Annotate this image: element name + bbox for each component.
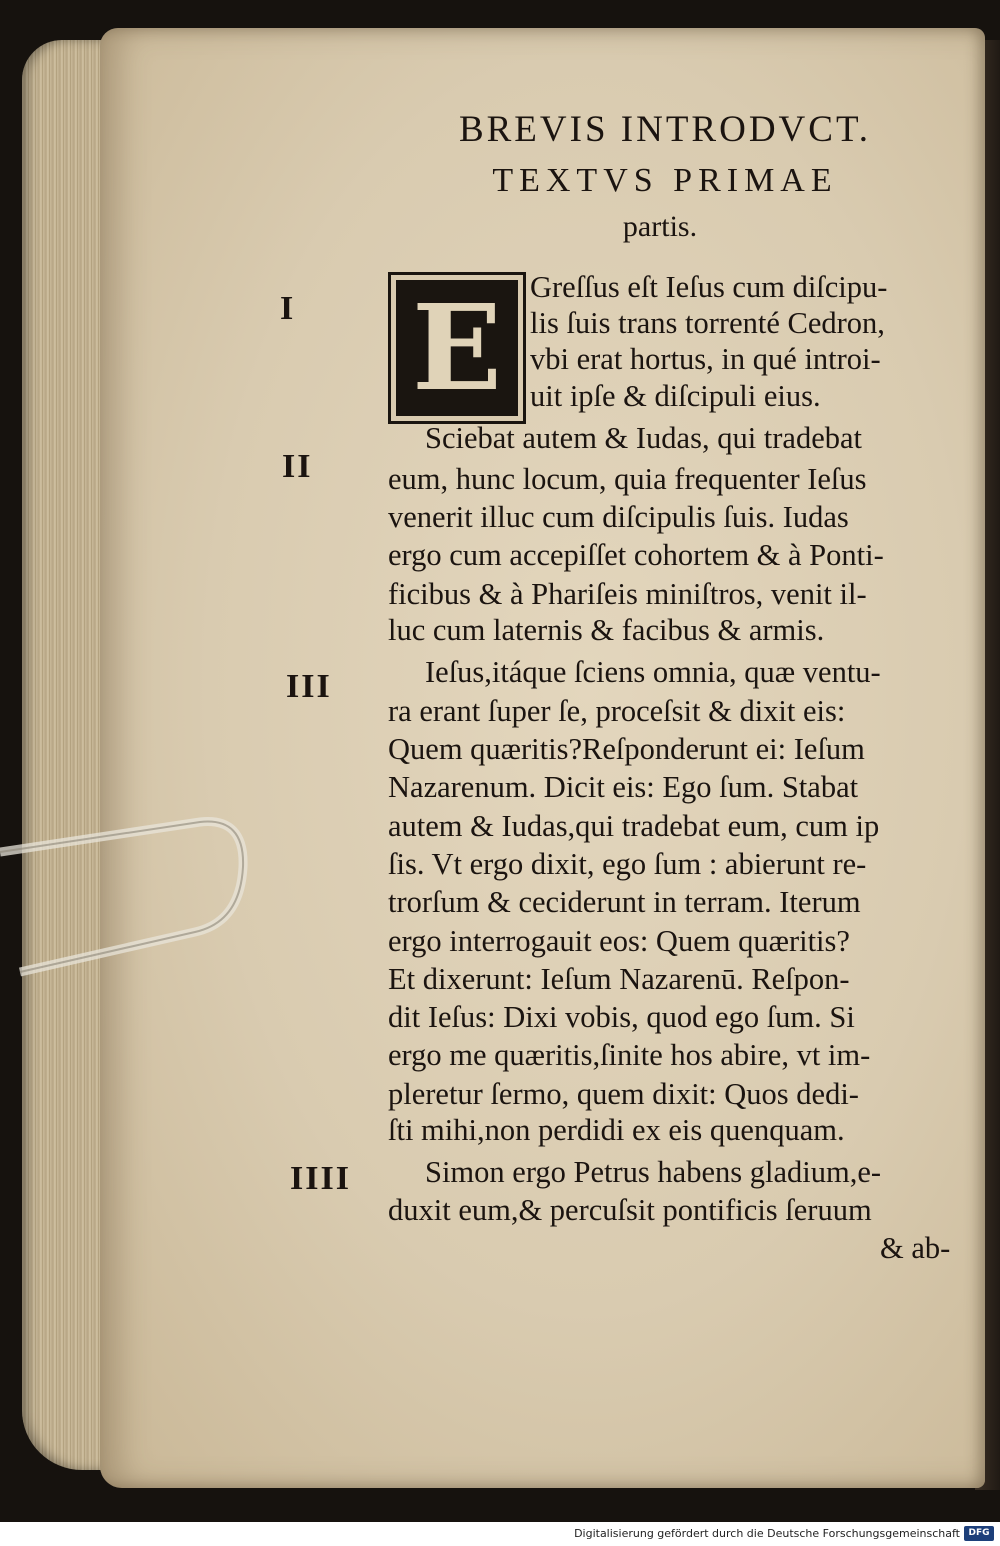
text-line: uit ipſe & diſcipuli eius. xyxy=(530,379,821,413)
section-title: TEXTVS PRIMAE xyxy=(492,162,838,199)
text-line: luc cum laternis & facibus & armis. xyxy=(388,613,825,647)
text-line: Nazarenum. Dicit eis: Ego ſum. Stabat xyxy=(388,770,859,804)
text-line: eum, hunc locum, quia frequenter Ieſus xyxy=(388,462,867,496)
text-line: ergo me quæritis,ſinite hos abire, vt im- xyxy=(388,1038,871,1072)
text-line: Greſſus eſt Ieſus cum diſcipu- xyxy=(530,270,888,304)
decorated-initial xyxy=(388,272,526,424)
text-line: ergo cum accepiſſet cohortem & à Ponti- xyxy=(388,538,884,572)
margin-number: II xyxy=(282,448,313,485)
initial-letter: E xyxy=(412,278,502,417)
margin-number: IIII xyxy=(290,1160,351,1197)
margin-number: III xyxy=(286,668,332,705)
margin-number: I xyxy=(280,290,296,327)
text-line: venerit illuc cum diſcipulis ſuis. Iudas xyxy=(388,500,849,534)
text-line: vbi erat hortus, in qué introi- xyxy=(530,342,881,376)
running-head: BREVIS INTRODVCT. xyxy=(458,109,872,150)
text-line: trorſum & ceciderunt in terram. Iterum xyxy=(388,885,861,919)
text-line: Ieſus,itáque ſciens omnia, quæ ventu- xyxy=(425,655,881,689)
footer-credit: Digitalisierung gefördert durch die Deutsche Forschungsgemeinschaft xyxy=(574,1527,960,1540)
text-line: Quem quæritis?Reſponderunt ei: Ieſum xyxy=(388,732,865,766)
text-line: ergo interrogauit eos: Quem quæritis? xyxy=(388,924,850,958)
text-line: autem & Iudas,qui tradebat eum, cum ip xyxy=(388,809,880,843)
text-line: Sciebat autem & Iudas, qui tradebat xyxy=(425,421,863,455)
text-line: ra erant ſuper ſe, proceſsit & dixit eis: xyxy=(388,694,846,728)
section-subtitle: partis. xyxy=(622,210,698,243)
text-line: Simon ergo Petrus habens gladium,e- xyxy=(425,1155,882,1189)
text-line: ficibus & à Phariſeis miniſtros, venit il- xyxy=(388,577,867,611)
text-line: pleretur ſermo, quem dixit: Quos dedi- xyxy=(388,1077,859,1111)
text-line: ſis. Vt ergo dixit, ego ſum : abierunt re- xyxy=(388,847,867,881)
dfg-logo: DFG xyxy=(964,1526,994,1541)
text-line: dit Ieſus: Dixi vobis, quod ego ſum. Si xyxy=(388,1000,855,1034)
text-line: Et dixerunt: Ieſum Nazarenū. Reſpon- xyxy=(388,962,850,996)
catchword: & ab- xyxy=(880,1231,951,1265)
text-line: duxit eum,& percuſsit pontificis ſeruum xyxy=(388,1193,872,1227)
paper-clip-icon xyxy=(0,812,250,982)
footer-bar xyxy=(0,1522,1000,1546)
text-line: ſti mihi,non perdidi ex eis quenquam. xyxy=(388,1113,845,1147)
text-line: lis ſuis trans torrenté Cedron, xyxy=(530,306,885,340)
